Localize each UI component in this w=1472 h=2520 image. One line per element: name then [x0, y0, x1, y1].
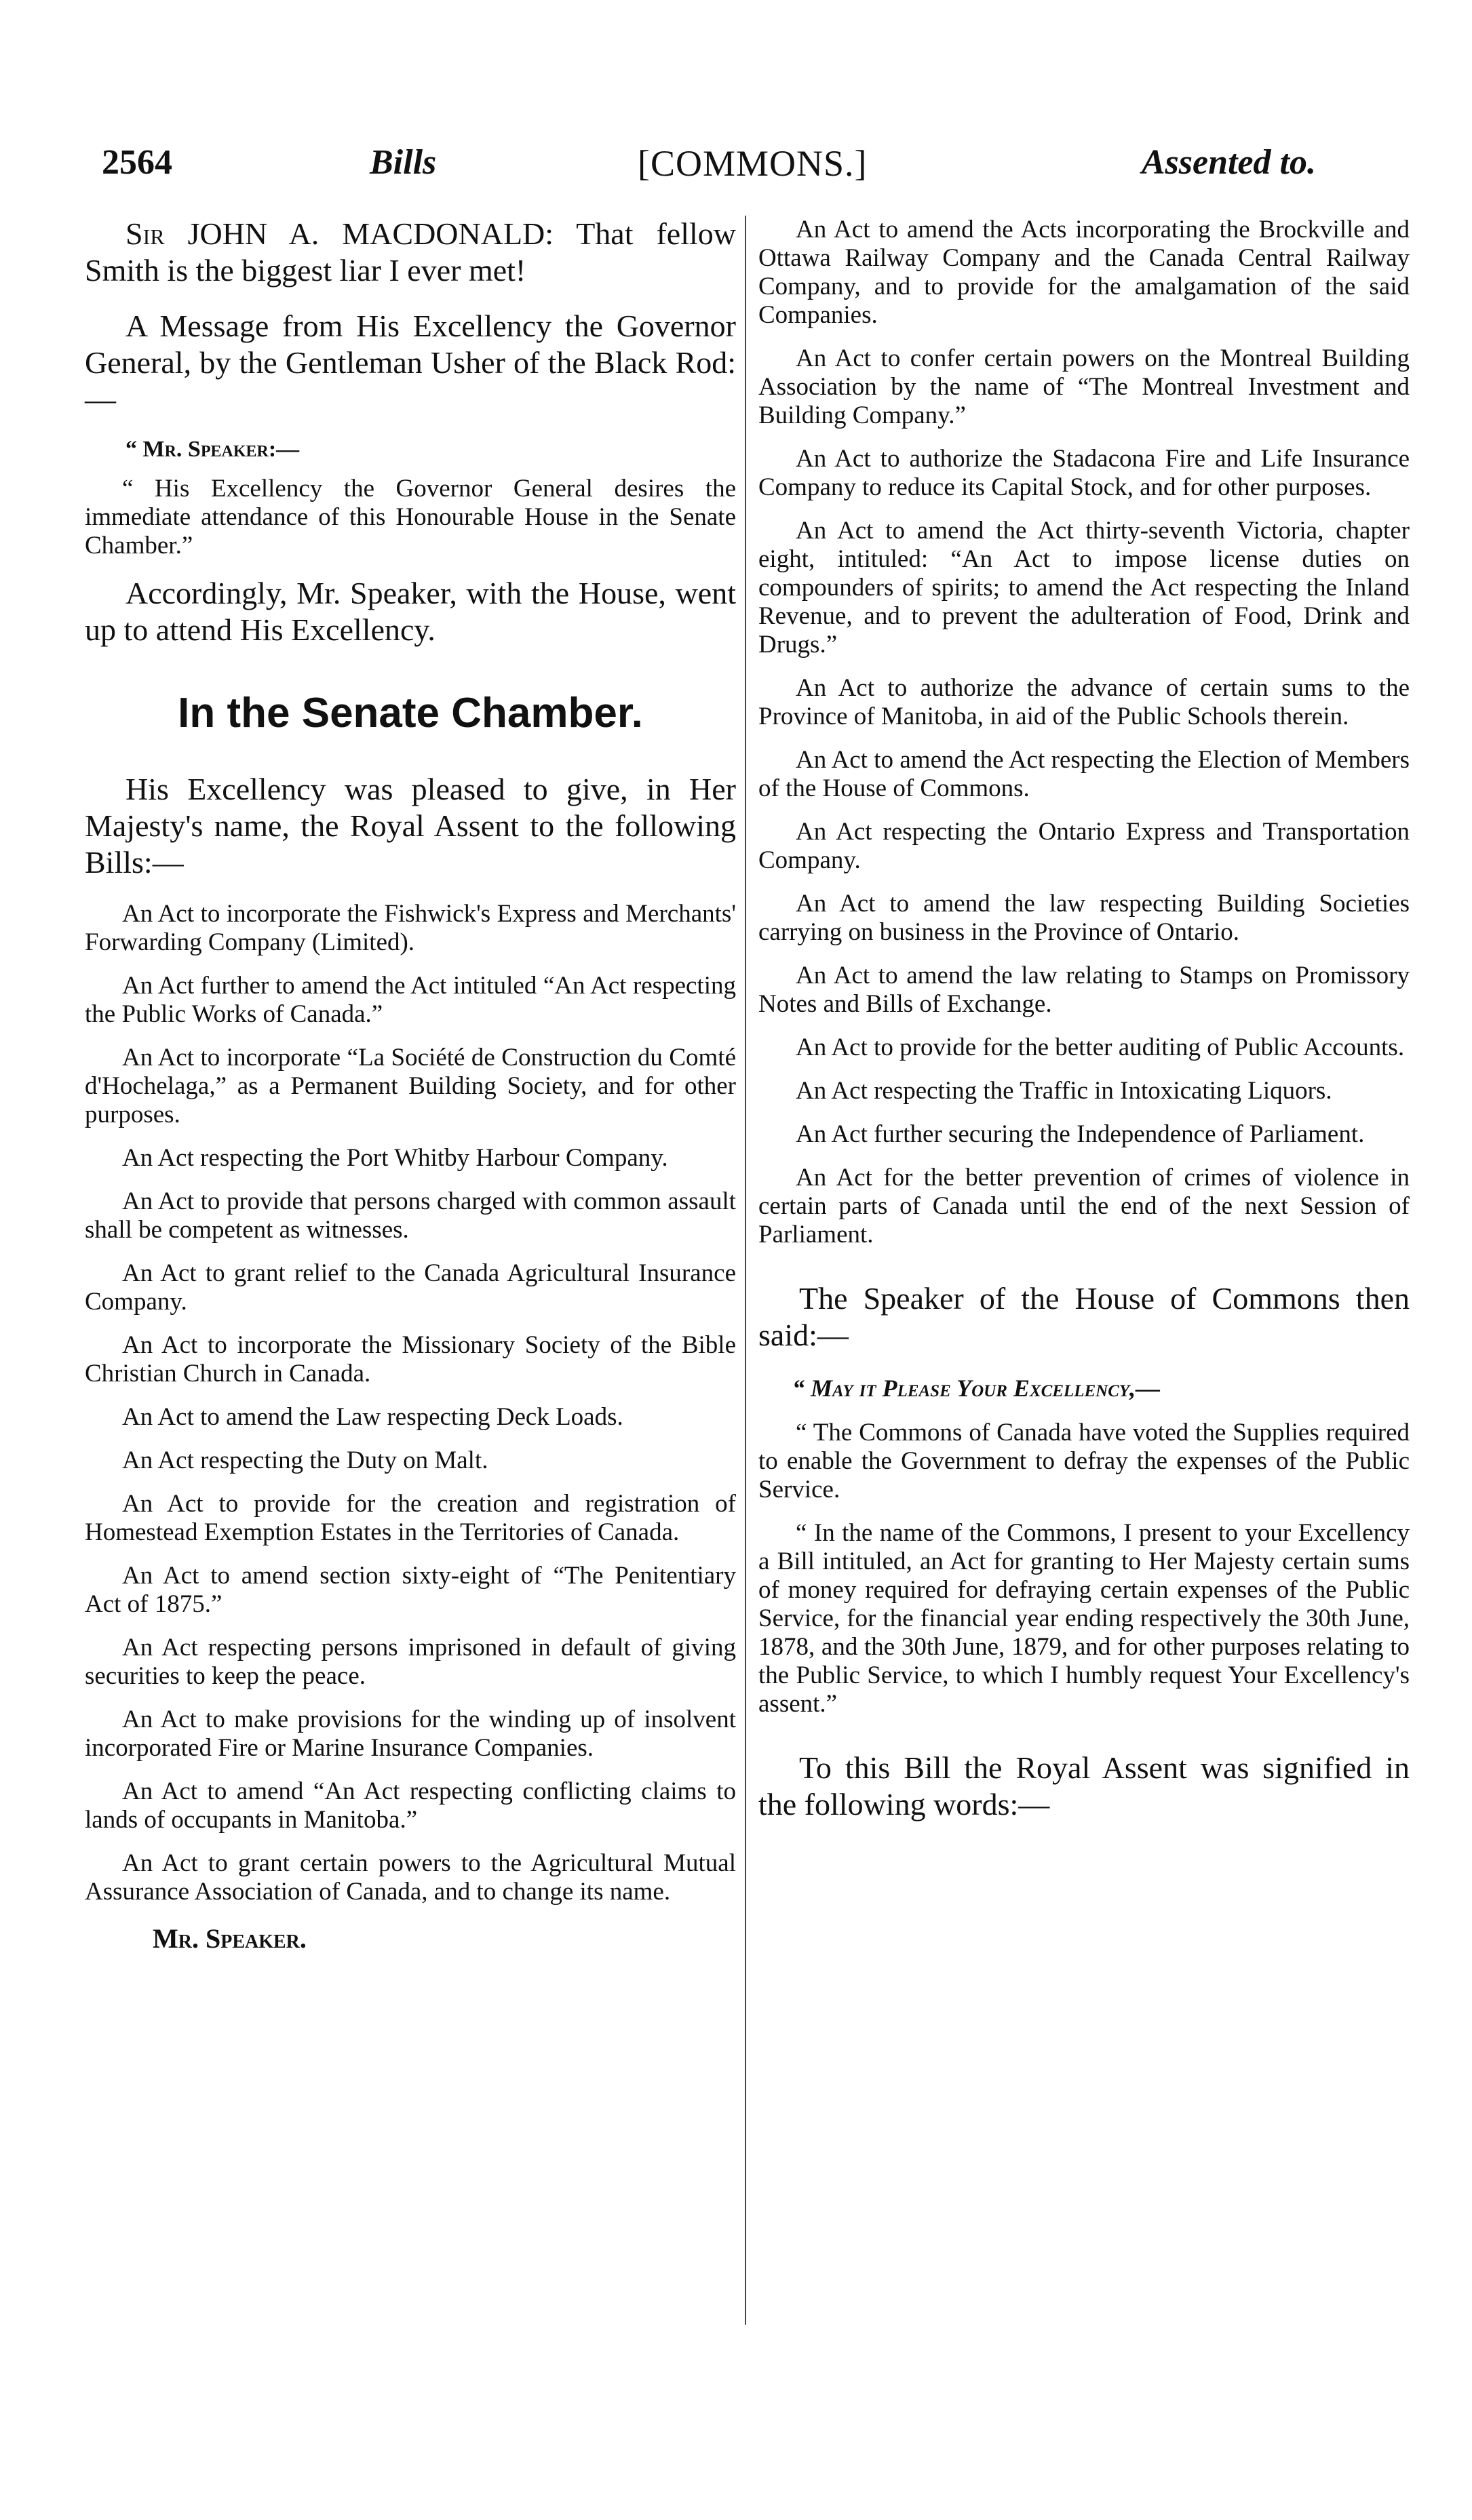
speaker-said-paragraph: The Speaker of the House of Commons then said:—: [758, 1281, 1410, 1352]
bill-item: An Act to confer certain powers on the Montreal Building Association by the name of “The Montreal Investment and Building Company.”: [758, 344, 1410, 429]
macdonald-remark: [85, 216, 736, 289]
bill-item: An Act to provide for the creation and registration of Homestead Exemption Estates in the Territories of Canada.: [85, 1490, 736, 1546]
bill-item: An Act respecting persons imprisoned in default of giving securities to keep the peace.: [85, 1634, 736, 1690]
header-left-title: Bills: [370, 143, 437, 182]
excellency-salutation: “ May it Please Your Excellency,—: [792, 1375, 1161, 1402]
header-center-title: [COMMONS.]: [638, 143, 868, 184]
bill-item: An Act respecting the Duty on Malt.: [122, 1446, 488, 1474]
bill-item: An Act to provide for the better auditing of Public Accounts.: [796, 1033, 1405, 1061]
commons-supplies-paragraph: “ The Commons of Canada have voted the Supplies required to enable the Government to defray the expenses of the Public Service.: [758, 1419, 1410, 1503]
bill-item: An Act to amend the Act respecting the Election of Members of the House of Commons.: [758, 746, 1410, 802]
section-heading: In the Senate Chamber.: [178, 690, 643, 736]
bill-item: An Act further to amend the Act intituled “An Act respecting the Public Works of Canada.”: [85, 972, 736, 1028]
left-bills-list: [85, 900, 736, 1906]
bill-item: An Act to grant relief to the Canada Agricultural Insurance Company.: [85, 1259, 736, 1316]
bill-item: An Act to authorize the advance of certain sums to the Province of Manitoba, in aid of the Public Schools therein.: [758, 674, 1410, 730]
bill-item: An Act respecting the Port Whitby Harbour Company.: [122, 1144, 668, 1172]
message-quote: “ His Excellency the Governor General desires the immediate attendance of this Honourable House in the Senate Chamber.”: [85, 475, 736, 559]
message-paragraph: A Message from His Excellency the Governor General, by the Gentleman Usher of the Black Rod:—: [85, 309, 736, 416]
bill-item: An Act respecting the Ontario Express and Transportation Company.: [758, 818, 1410, 874]
bill-item: An Act to make provisions for the winding up of insolvent incorporated Fire or Marine Insurance Companies.: [85, 1706, 736, 1762]
bill-item: An Act to authorize the Stadacona Fire and Life Insurance Company to reduce its Capital Stock, and for other purposes.: [758, 445, 1410, 501]
bill-item: An Act to amend the Act thirty-seventh Victoria, chapter eight, intituled: “An Act to impose license duties on compounders of spirits; to amend the Act respecting the Inland Revenue, and to prevent the adulteration of Food, Drink and Drugs.”: [758, 517, 1410, 658]
bill-item: An Act to amend the Law respecting Deck Loads.: [122, 1403, 623, 1431]
column-divider: [745, 216, 746, 2325]
salutation: “ Mr. Speaker:—: [125, 437, 300, 462]
bill-item: An Act to amend “An Act respecting conflicting claims to lands of occupants in Manitoba.”: [85, 1777, 736, 1834]
speaker-prefix: Sir: [125, 216, 165, 251]
bill-item: An Act to incorporate the Fishwick's Express and Merchants' Forwarding Company (Limited).: [85, 900, 736, 956]
bill-item: An Act to amend section sixty-eight of “The Penitentiary Act of 1875.”: [85, 1562, 736, 1618]
bill-item: An Act further securing the Independence of Parliament.: [796, 1120, 1365, 1148]
assent-intro: His Excellency was pleased to give, in Her Majesty's name, the Royal Assent to the following Bills:—: [85, 772, 736, 880]
bill-item: An Act for the better prevention of crimes of violence in certain parts of Canada until the end of the next Session of Parliament.: [758, 1164, 1410, 1248]
royal-assent-paragraph: To this Bill the Royal Assent was signified in the following words:—: [758, 1750, 1410, 1822]
bill-item: An Act to amend the law relating to Stamps on Promissory Notes and Bills of Exchange.: [758, 962, 1410, 1018]
remark-text: JOHN A. MACDONALD: That fellow Smith is the biggest liar I ever met!: [85, 216, 736, 288]
page-number: 2564: [102, 143, 172, 182]
closing-speaker: Mr. Speaker.: [153, 1923, 307, 1954]
bill-item: An Act to amend the Acts incorporating the Brockville and Ottawa Railway Company and the Canada Central Railway Company, and to provide for the amalgamation of the said Companies.: [758, 216, 1410, 329]
accordingly-paragraph: Accordingly, Mr. Speaker, with the House, went up to attend His Excellency.: [85, 576, 736, 647]
right-bills-list: [758, 216, 1410, 1249]
left-column: [85, 216, 736, 1954]
commons-bill-paragraph: “ In the name of the Commons, I present to your Excellency a Bill intituled, an Act for granting to Her Majesty certain sums of money required for defraying certain expenses of the Public Service, for the financial year ending respectively the 30th June, 1878, and the 30th June, 1879, and for other purposes relating to the Public Service, to which I humbly request Your Excellency's assent.”: [758, 1519, 1410, 1718]
bill-item: An Act to amend the law respecting Building Societies carrying on business in the Province of Ontario.: [758, 890, 1410, 946]
bill-item: An Act to grant certain powers to the Agricultural Mutual Assurance Association of Canada, and to change its name.: [85, 1849, 736, 1906]
header-right-title: Assented to.: [1141, 143, 1316, 182]
bill-item: An Act to incorporate the Missionary Society of the Bible Christian Church in Canada.: [85, 1331, 736, 1387]
bill-item: An Act respecting the Traffic in Intoxicating Liquors.: [796, 1077, 1332, 1105]
bill-item: An Act to provide that persons charged with common assault shall be competent as witnesses.: [85, 1187, 736, 1244]
bill-item: An Act to incorporate “La Société de Construction du Comté d'Hochelaga,” as a Permanent Building Society, and for other purposes.: [85, 1044, 736, 1128]
right-column: [758, 216, 1410, 1842]
page-header: [102, 142, 1370, 203]
